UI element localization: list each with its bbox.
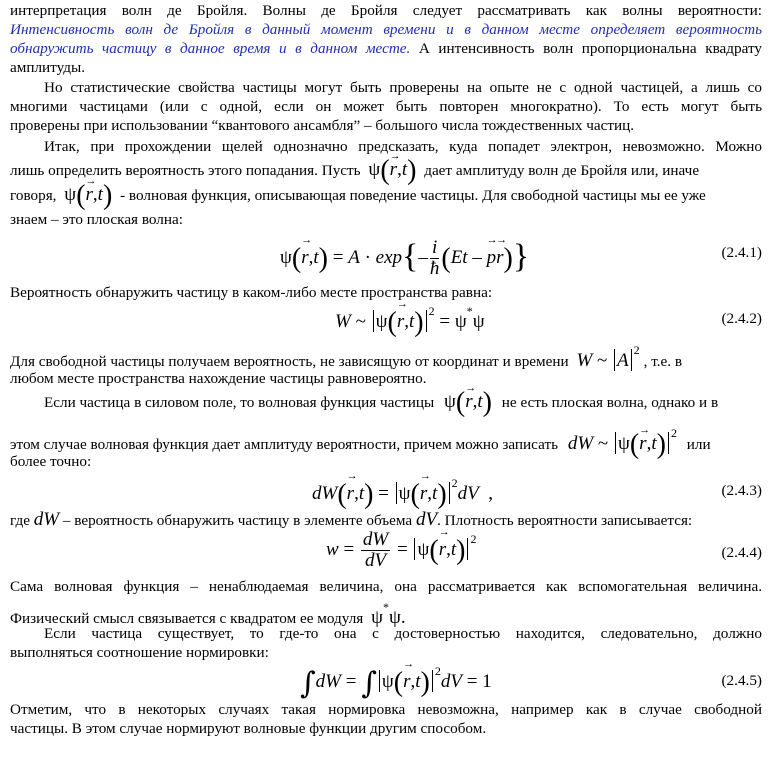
paragraph-line — [10, 341, 762, 371]
text: Если частица в силовом поле, то волновая функция частицы — [44, 394, 435, 411]
text: частицы. В этом случае нормируют волновые функции другим способом. — [10, 720, 487, 737]
emphasis-text: Интенсивность волн де Бройля в данный момент времени и в данном месте определяет вероятность — [10, 21, 762, 38]
text: Вероятность обнаружить частицу в каком-либо месте пространства равна: — [10, 284, 493, 301]
text: проверены при использовании “квантового ансамбля” – большого числа тождественных частиц. — [10, 117, 635, 134]
paragraph-line — [10, 577, 762, 596]
paragraph-line — [10, 700, 762, 719]
inline-formula: dV — [415, 509, 438, 530]
paragraph-line — [10, 58, 762, 77]
text: говоря, — [10, 187, 57, 204]
text: А интенсивность волн пропорциональна квадрату — [410, 40, 762, 57]
equation-number: (2.4.4) — [721, 544, 762, 561]
text: лишь определить вероятность этого попадания. Пусть — [10, 162, 361, 179]
text: не есть плоская волна, однако и в — [501, 394, 719, 411]
paragraph-line — [44, 137, 762, 156]
equation-body: dW(→ r,t) = ψ(→ r,t) $^2$dV , — [312, 476, 493, 511]
paragraph-line — [10, 180, 762, 211]
paragraph-line — [10, 39, 762, 58]
paragraph-line — [10, 116, 762, 135]
emphasis-line — [10, 20, 762, 39]
paragraph-line — [44, 387, 762, 418]
paragraph-line — [10, 369, 762, 388]
text: этом случае волновая функция дает амплитуду вероятности, причем можно записать — [10, 436, 559, 453]
text: любом месте пространства нахождение частицы равновероятно. — [10, 370, 427, 387]
equation-2-4-5 — [10, 662, 762, 701]
text: где — [10, 512, 30, 529]
text: или — [686, 436, 711, 453]
text: . Плотность вероятности записывается: — [437, 512, 693, 529]
paragraph-line — [10, 424, 762, 460]
equation-number: (2.4.1) — [721, 244, 762, 261]
text: дает амплитуду волн де Бройля или, иначе — [424, 162, 700, 179]
paragraph-line — [10, 719, 762, 738]
equation-2-4-4 — [10, 530, 762, 574]
equation-2-4-1 — [10, 232, 762, 280]
text: более точно: — [10, 453, 92, 470]
text: Итак, при прохождении щелей однозначно предсказать, куда попадет электрон, невозможно. Можно — [44, 138, 762, 155]
paragraph-line — [10, 283, 762, 302]
equation-body: ψ(→ r,t) = A · exp{– $\frac{i}{ħ}$ (Et – → p→ r)} — [280, 238, 529, 279]
inline-formula: dW ~ ψ(→ r,t) $^2$ — [568, 433, 677, 454]
equation-body: ∫dW = ∫ ψ(→ r,t) $^2$dV = 1 — [300, 664, 492, 701]
equation-number: (2.4.5) — [721, 672, 762, 689]
text: – вероятность обнаружить частицу в элементе объема — [62, 512, 413, 529]
inline-formula: dW — [33, 509, 60, 530]
paragraph-line — [10, 97, 762, 116]
text: Сама волновая функция – ненаблюдаемая величина, она рассматривается как вспомогательная величина. — [10, 578, 762, 595]
text: выполняться соотношение нормировки: — [10, 644, 269, 661]
text: знаем – это плоская волна: — [10, 211, 183, 228]
psi-function: ψ(→ r,t) — [368, 159, 416, 180]
text: Для свободной частицы получаем вероятность, не зависящую от координат и времени — [10, 353, 569, 370]
text: амплитуды. — [10, 59, 85, 76]
paragraph-line — [10, 1, 762, 20]
psi-function: ψ(→ r,t) — [64, 184, 112, 205]
paragraph-line — [10, 155, 762, 186]
inline-formula: W ~ A $^2$ — [576, 343, 640, 371]
equation-2-4-2 — [10, 302, 762, 338]
text: Но статистические свойства частицы могут быть проверены на опыте не с одной частицей, а лишь со — [44, 79, 762, 96]
text: Физический смысл связывается с квадратом ее модуля — [10, 610, 364, 627]
paragraph-line — [10, 643, 762, 662]
paragraph-line — [10, 210, 762, 229]
equation-body: w = $\frac{dW}{dV}$ = ψ(→ r,t) $^2$ — [326, 530, 476, 571]
text: интерпретация волн де Бройля. Волны де Бройля следует рассматривать как волны вероятности: — [10, 2, 762, 19]
equation-body: W ~ ψ(→ r,t) $^2$ = ψ*ψ — [335, 304, 485, 339]
paragraph-line — [10, 598, 762, 628]
paragraph-line — [44, 78, 762, 97]
equation-2-4-3 — [10, 474, 762, 510]
text: Отметим, что в некоторых случаях такая нормировка невозможна, например как в случае свободной — [10, 701, 762, 718]
text: Если частица существует, то где-то она с достоверностью находится, следовательно, должно — [44, 625, 762, 642]
text: , т.е. в — [643, 353, 683, 370]
paragraph-line — [10, 452, 762, 471]
psi-function: ψ(→ r,t) — [444, 391, 492, 412]
inline-formula: ψ*ψ. — [371, 600, 406, 628]
equation-number: (2.4.3) — [721, 482, 762, 499]
text: - волновая функция, описывающая поведение частицы. Для свободной частицы мы ее уже — [120, 187, 706, 204]
paragraph-line — [44, 624, 762, 643]
text: многими частицами (или с одной, если он может быть повторен многократно). То есть могут быть — [10, 98, 762, 115]
equation-number: (2.4.2) — [721, 310, 762, 327]
emphasis-text: обнаружить частицу в данное время и в данном месте. — [10, 40, 411, 57]
